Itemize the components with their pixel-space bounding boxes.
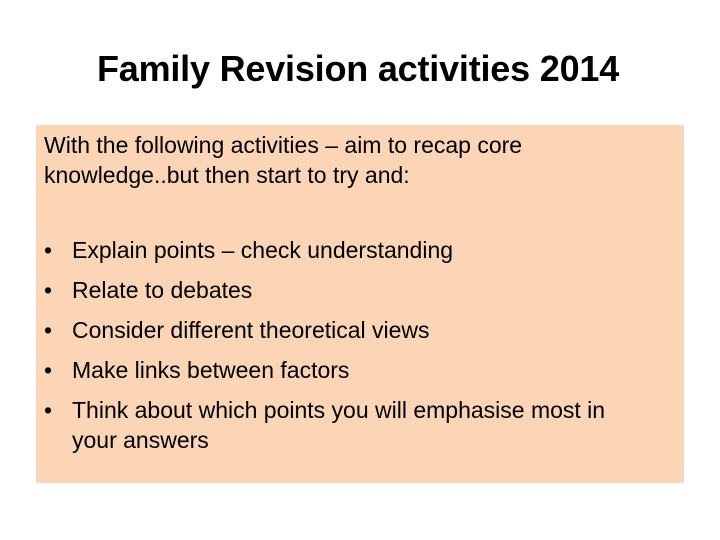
- bullet-text: Explain points – check understanding: [72, 237, 454, 263]
- intro-text: With the following activities – aim to recap core knowledge..but then start to try and:: [44, 132, 523, 188]
- content-box: [36, 125, 684, 483]
- bullet-icon: •: [44, 317, 53, 343]
- bullet-item: [44, 395, 676, 455]
- bullet-icon: •: [44, 397, 53, 423]
- bullet-item: [44, 275, 676, 305]
- bullet-item: [44, 355, 676, 385]
- slide-title: Family Revision activities 2014: [96, 48, 620, 89]
- bullet-text: Think about which points you will emphasise most in your answers: [72, 397, 606, 453]
- bullet-text: Consider different theoretical views: [72, 317, 430, 343]
- bullet-item: [44, 235, 676, 265]
- bullet-icon: •: [44, 277, 53, 303]
- bullet-icon: •: [44, 357, 53, 383]
- bullet-text: Make links between factors: [72, 357, 350, 383]
- bullet-text: Relate to debates: [72, 277, 253, 303]
- bullet-list: [44, 235, 676, 455]
- bullet-icon: •: [44, 237, 53, 263]
- bullet-item: [44, 315, 676, 345]
